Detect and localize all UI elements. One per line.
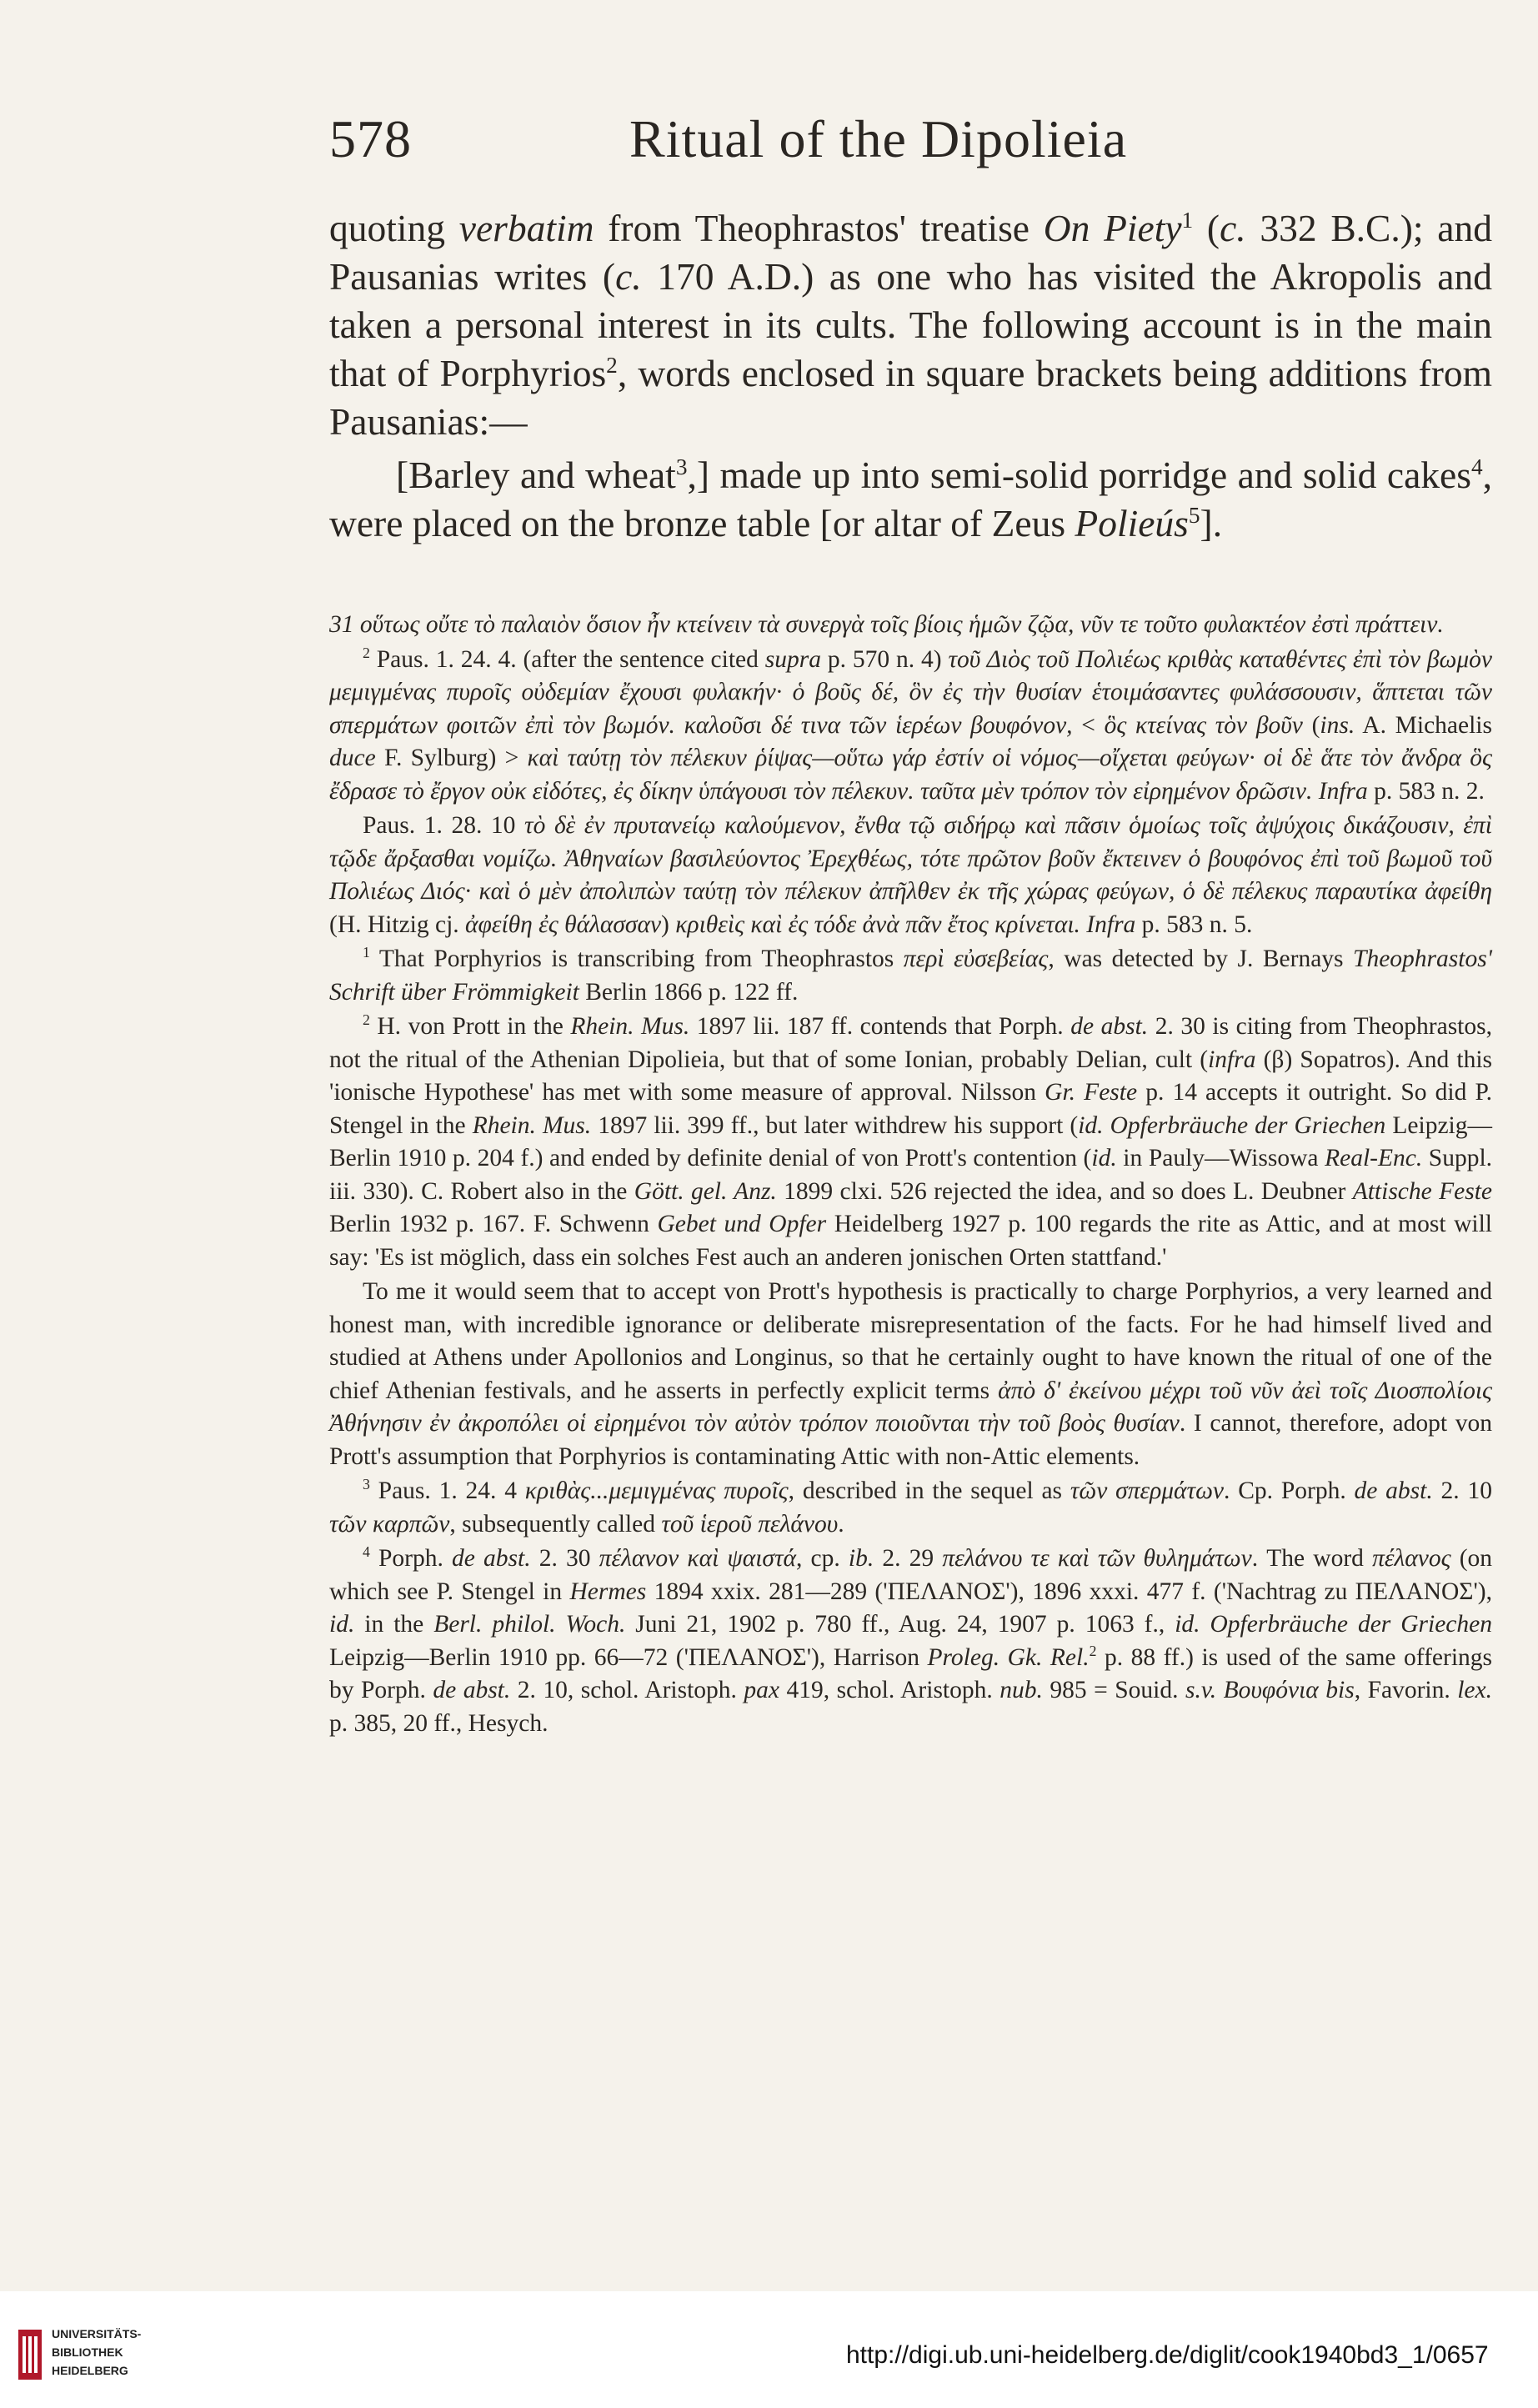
library-logo[interactable] [18,2325,218,2391]
permalink-url[interactable]: http://digi.ub.uni-heidelberg.de/diglit/cook1940bd3_1/0657 [846,2341,1489,2369]
library-name-line3: HEIDELBERG [52,2364,128,2377]
footnote-3-paus: $^3$ Paus. 1. 24. 4 κριθὰς...μεμιγμένας πυροῖς, described in the sequel as τῶν σπερμάτων. Cp. Porph. de abst. 2. 10 τῶν καρπῶν, subsequently called τοῦ ἱεροῦ πελάνου. [329,1476,1492,1538]
footnote-pausanias-28: Paus. 1. 28. 10 τὸ δὲ ἐν πρυτανείῳ καλούμενον, ἔνθα τῷ σιδήρῳ καὶ πᾶσιν ὁμοίως τοῖς ἀψύχοις δικάζουσιν, ἐπὶ τῷδε ἄρξασθαι νομίζω. Ἀθηναίων βασιλεύοντος Ἐρεχθέως, τότε πρῶτον βοῦν ἔκτεινεν ὁ βουφόνος ἐπὶ τοῦ βωμοῦ τοῦ Πολιέως Διός· καὶ ὁ μὲν ἀπολιπὼν ταύτῃ τὸν πέλεκυν ἀπῆλθεν ἐκ τῆς χώρας φεύγων, ὁ δὲ πέλεκυς παραυτίκα ἀφείθη (H. Hitzig cj. ἀφείθη ἐς θάλασσαν) κριθεὶς καὶ ἐς τόδε ἀνὰ πᾶν ἔτος κρίνεται. Infra p. 583 n. 5. [329,812,1492,938]
footnote-4-porph: $^4$ Porph. de abst. 2. 30 πέλανον καὶ ψαιστά, cp. ib. 2. 29 πελάνου τε καὶ τῶν θυλημάτων. The word πέλανος (on which see P. Stengel in Hermes 1894 xxix. 281—289 ('ΠΕΛΑΝΟΣ'), 1896 xxxi. 477 f. ('Nachtrag zu ΠΕΛΑΝΟΣ'), id. in the Berl. philol. Woch. Juni 21, 1902 p. 780 ff., Aug. 24, 1907 p. 1063 f., id. Opferbräuche der Griechen Leipzig—Berlin 1910 pp. 66—72 ('ΠΕΛΑΝΟΣ'), Harrison Proleg. Gk. Rel.$^2$ p. 88 ff.) is used of the same offerings by Porph. de abst. 2. 10, schol. Aristoph. pax 419, schol. Aristoph. nub. 985 = Souid. s.v. Βουφόνια bis, Favorin. lex. p. 385, 20 ff., Hesych. [329,1543,1493,1737]
footnote-1-bernays: $^1$ That Porphyrios is transcribing from Theophrastos περὶ εὐσεβείας, was detected by J. Bernays Theophrastos' Schrift über Frömmigkeit Berlin 1866 p. 122 ff. [329,944,1492,1006]
paragraph-barley: [Barley and wheat$^3$,] made up into semi-solid porridge and solid cakes$^4$, were placed on the bronze table [or altar of Zeus Polieús$^5$]. [329,454,1492,544]
library-name-line2: BIBLIOTHEK [52,2345,123,2359]
page-number: 578 [329,109,412,168]
footnote-pausanias-24: $^2$ Paus. 1. 24. 4. (after the sentence cited supra p. 570 n. 4) τοῦ Διὸς τοῦ Πολιέως κριθὰς καταθέντες ἐπὶ τὸν βωμὸν μεμιγμένας πυροῖς οὐδεμίαν ἔχουσι φυλακήν· ὁ βοῦς δέ, ὃν ἐς τὴν θυσίαν ἑτοιμάσαντες φυλάσσουσιν, ἅπτεται τῶν σπερμάτων φοιτῶν ἐπὶ τὸν βωμόν. καλοῦσι δέ τινα τῶν ἱερέων βουφόνον, < ὃς κτείνας τὸν βοῦν (ins. A. Michaelis duce F. Sylburg) > καὶ ταύτῃ τὸν πέλεκυν ῥίψας—οὕτω γάρ ἐστίν οἱ νόμος—οἴχεται φεύγων· οἱ δὲ ἅτε τὸν ἄνδρα ὃς ἔδρασε τὸ ἔργον οὐκ εἰδότες, ἐς δίκην ὑπάγουσι τὸν πέλεκυν. ταῦτα μὲν τρόπον τὸν εἰρημένον δρῶσιν. Infra p. 583 n. 2. [329,644,1492,805]
library-name [52,2325,141,2380]
footnotes [329,609,1492,1740]
footnote-2-von-prott: $^2$ H. von Prott in the Rhein. Mus. 1897 lii. 187 ff. contends that Porph. de abst. 2. 30 is citing from Theophrastos, not the ritual of the Athenian Dipolieia, but that of some Ionian, probably Delian, cult (infra (β) Sopatros). And this 'ionische Hypothese' has met with some measure of approval. Nilsson Gr. Feste p. 14 accepts it outright. So did P. Stengel in the Rhein. Mus. 1897 lii. 399 ff., but later withdrew his support (id. Opferbräuche der Griechen Leipzig—Berlin 1910 p. 204 f.) and ended by definite denial of von Prott's contention (id. in Pauly—Wissowa Real-Enc. Suppl. iii. 330). C. Robert also in the Gött. gel. Anz. 1899 clxi. 526 rejected the idea, and so does L. Deubner Attische Feste Berlin 1932 p. 167. F. Schwenn Gebet und Opfer Heidelberg 1927 p. 100 regards the rite as Attic, and at most will say: 'Es ist möglich, dass ein solches Fest auch an anderen jonischen Orten stattfand.' [329,1011,1493,1271]
footnote-2-continuation: To me it would seem that to accept von Prott's hypothesis is practically to charge Porphyrios, a very learned and honest man, with incredible ignorance or deliberate misrepresentation of the facts. For he had himself lived and studied at Athens under Apollonios and Longinus, so that he certainly ought to have known the ritual of one of the chief Athenian festivals, and he asserts in perfectly explicit terms ἀπὸ δ' ἐκείνου μέχρι τοῦ νῦν ἀεὶ τοῖς Διοσπολίοις Ἀθήνησιν ἐν ἀκροπόλει οἱ εἰρημένοι τὸν αὐτὸν τρόπον ποιοῦνται τὴν τοῦ βοὸς θυσίαν. I cannot, therefore, adopt von Prott's assumption that Porphyrios is contaminating Attic with non-Attic elements. [329,1278,1492,1470]
library-logo-icon [18,2330,42,2380]
viewer-footer [0,2291,1538,2408]
running-title: Ritual of the Dipolieia [629,109,1128,168]
main-text [329,204,1492,548]
footnote-continuation: 31 οὕτως οὔτε τὸ παλαιὸν ὅσιον ἦν κτείνειν τὰ συνεργὰ τοῖς βίοις ἡμῶν ζῷα, νῦν τε τοῦτο φυλακτέον ἐστὶ πράττειν. [329,611,1444,638]
library-name-line1: UNIVERSITÄTS- [52,2327,142,2340]
paragraph-quoting: quoting verbatim from Theophrastos' treatise On Piety$^1$ (c. 332 B.C.); and Pausanias writes (c. 170 A.D.) as one who has visited the Akropolis and taken a personal interest in its cults. The following account is in the main that of Porphyrios$^2$, words enclosed in square brackets being additions from Pausanias:— [329,207,1492,443]
